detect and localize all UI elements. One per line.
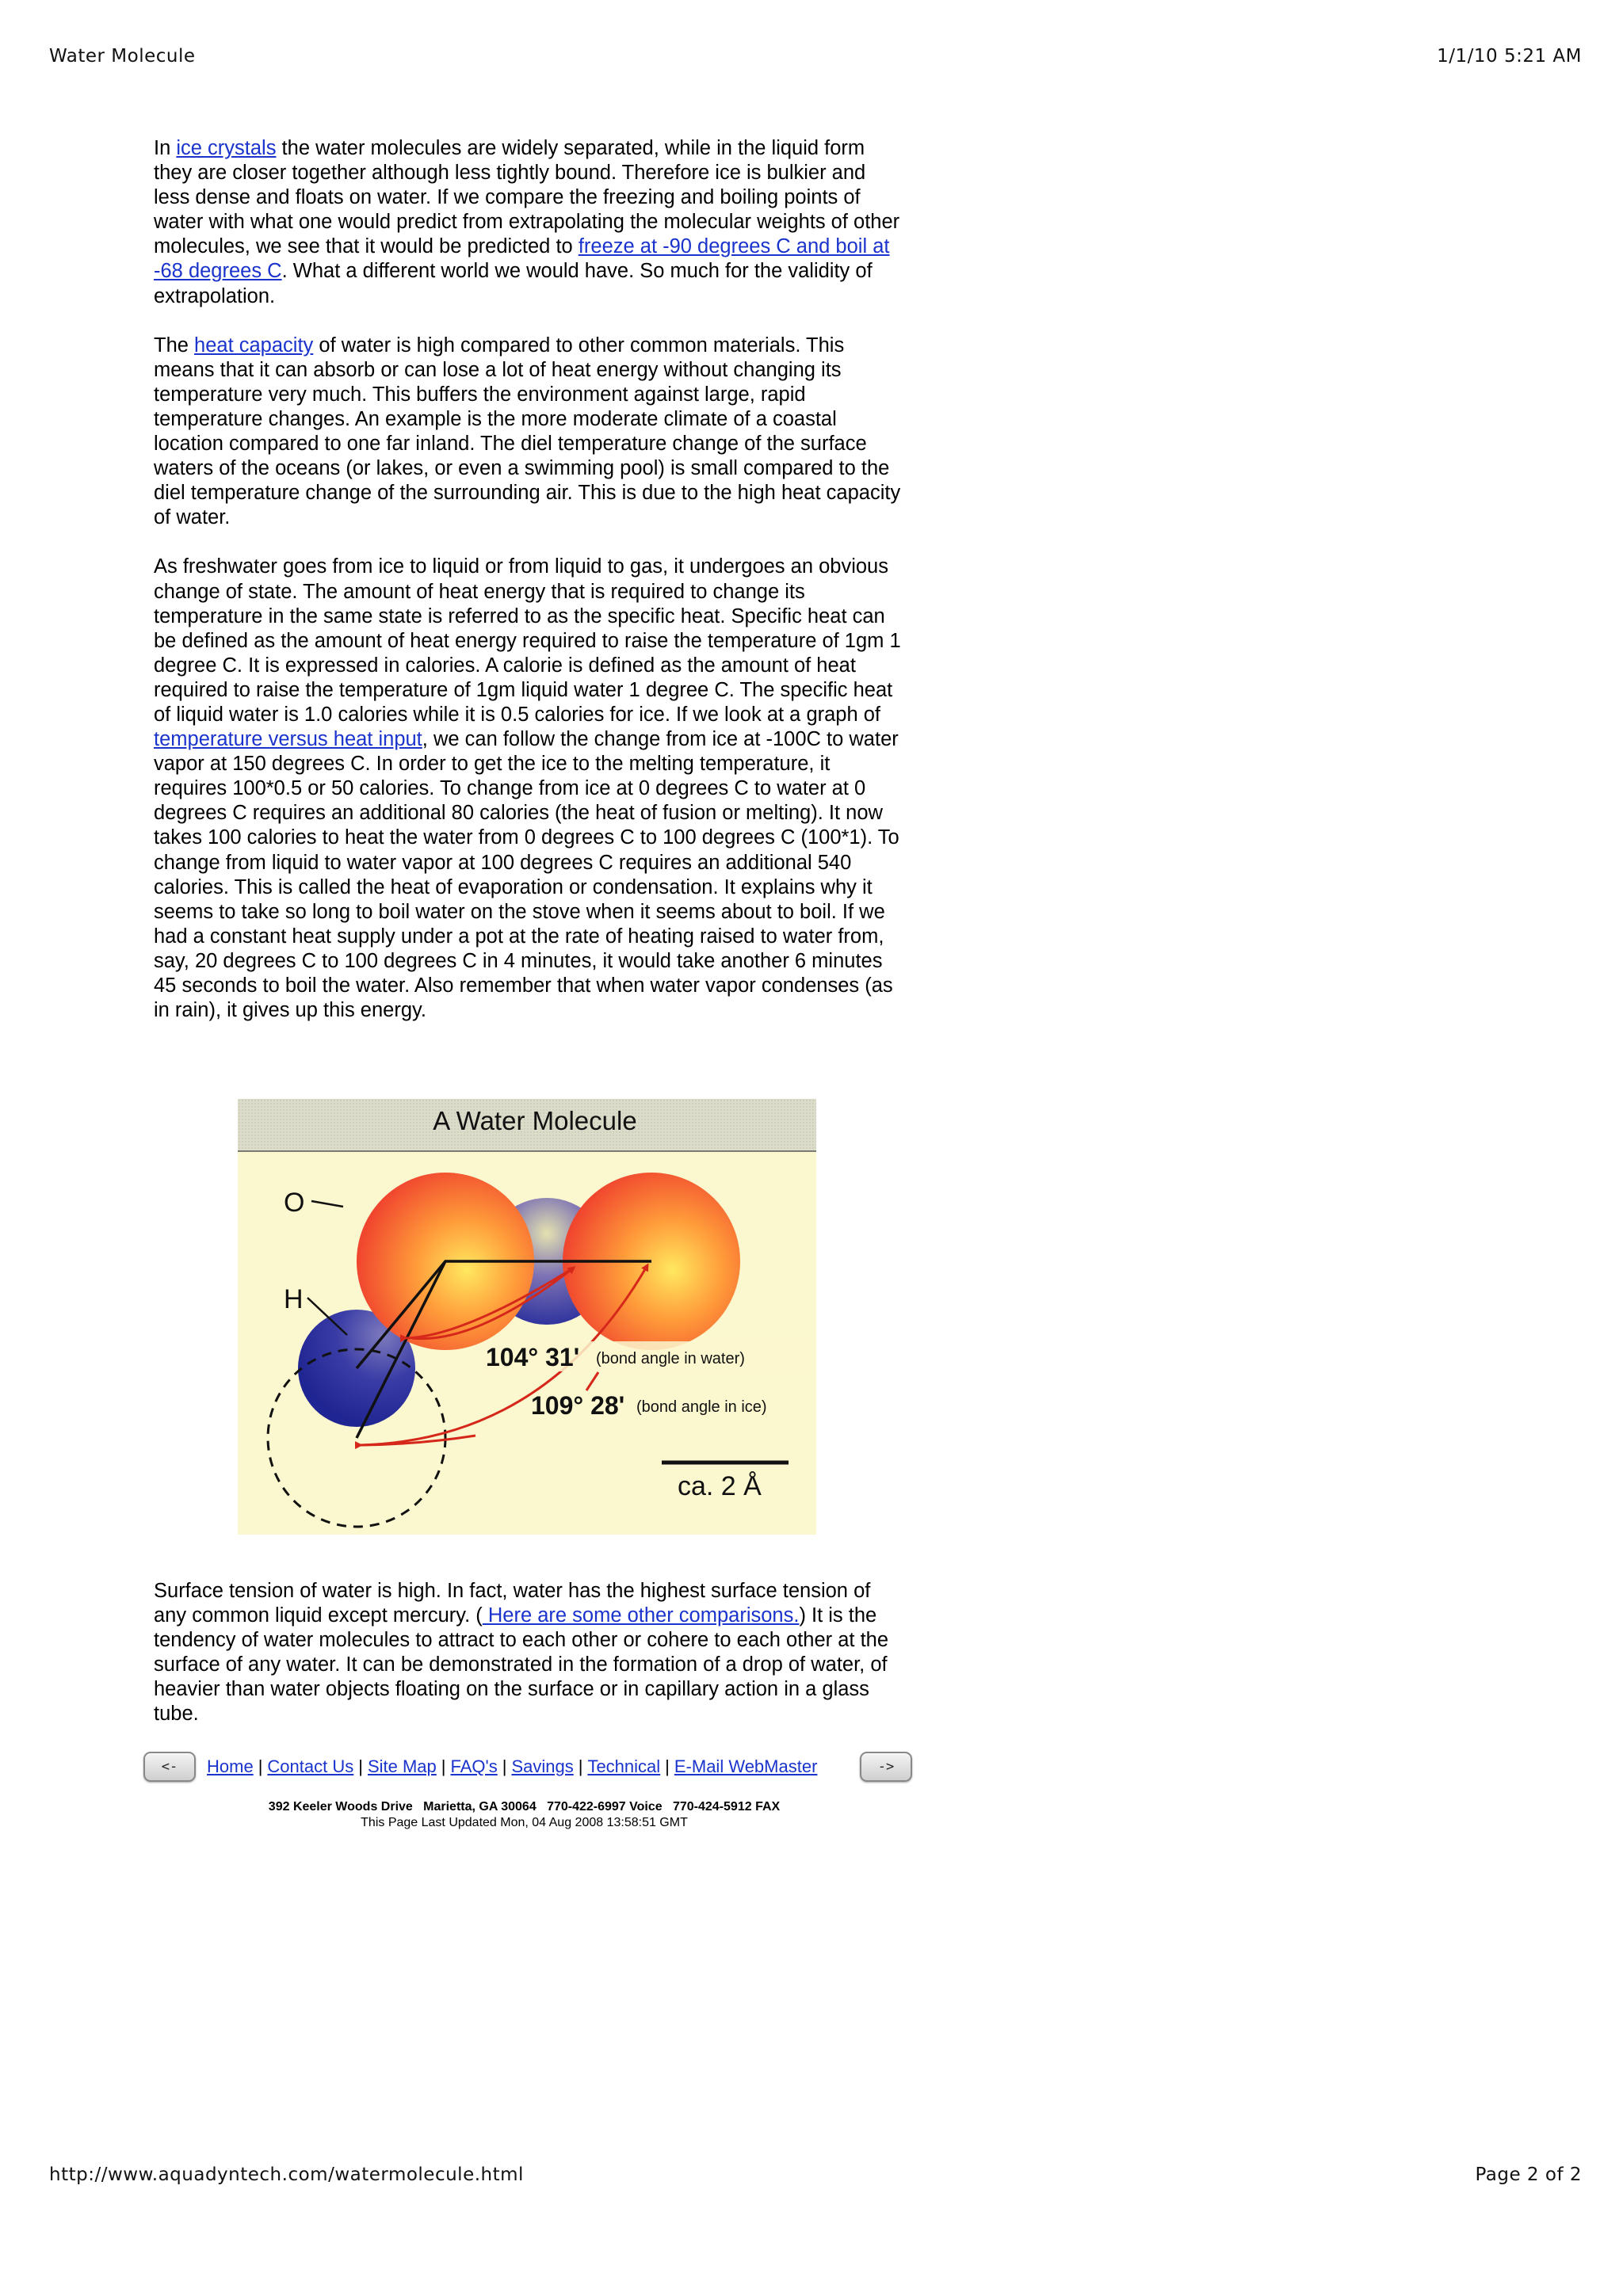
- text: In: [154, 137, 177, 159]
- angle-ice-note: (bond angle in ice): [636, 1398, 767, 1416]
- footer-nav: [143, 1751, 912, 1783]
- print-header-datetime: 1/1/10 5:21 AM: [1437, 46, 1582, 67]
- nav-separator: |: [502, 1756, 507, 1776]
- link-ice-crystals[interactable]: ice crystals: [176, 137, 277, 159]
- scale-label: ca. 2 Å: [678, 1471, 762, 1501]
- text: , we can follow the change from ice at -100C to water vapor at 150 degrees C. In order to get the ice to the melting temperature, it requires 100*0.5 or 50 calories. To change from ice at 0 degrees C to water at 0 degrees C requires an additional 80 calories (the heat of fusion or melting). It now takes 100 calories to heat the water from 0 degrees C to 100 degrees C (100*1). To change from liquid to water vapor at 100 degrees C requires an additional 540 calories. This is called the heat of evaporation or condensation. It explains why it seems to take so long to boil water on the stove when it seems about to boil. If we had a constant heat supply under a pot at the rate of heating raised to water from, say, 20 degrees C to 100 degrees C in 4 minutes, it would take another 6 minutes 45 seconds to boil the water. Also remember that when water vapor condenses (as in rain), it gives up this energy.: [154, 728, 899, 1022]
- text: of water is high compared to other common materials. This means that it can absorb or can lose a lot of heat energy without changing its temperature very much. This buffers the environment against large, rapid temperature changes. An example is the more moderate climate of a coastal location compared to one far inland. The diel temperature change of the surface waters of the oceans (or lakes, or even a swimming pool) is small compared to the diel temperature change of the surrounding air. This is due to the high heat capacity of water.: [154, 334, 901, 529]
- nav-link-savings[interactable]: Savings: [511, 1756, 574, 1776]
- figure-title: A Water Molecule: [433, 1106, 637, 1135]
- text: ) It is the tendency of water molecules to attract to each other or cohere to each other at the surface of any water. It can be demonstrated in the formation of a drop of water, of heavier than water objects floating on the surface or in capillary action in a glass tube.: [154, 1604, 889, 1726]
- nav-link-site-map[interactable]: Site Map: [367, 1756, 437, 1776]
- water-molecule-figure: [238, 1099, 816, 1535]
- nav-link-faqs[interactable]: FAQ's: [450, 1756, 498, 1776]
- paragraph-surface-tension: [154, 1579, 907, 1727]
- text: The: [154, 334, 195, 357]
- paragraph-ice: [154, 136, 907, 309]
- text: As freshwater goes from ice to liquid or from liquid to gas, it undergoes an obvious change of state. The amount of heat energy that is required to change its temperature in the same state is referred to as the specific heat. Specific heat can be defined as the amount of heat energy required to raise the temperature of 1gm 1 degree C. It is expressed in calories. A calorie is defined as the amount of heat required to raise the temperature of 1gm liquid water 1 degree C. The specific heat of liquid water is 1.0 calories while it is 0.5 calories for ice. If we look at a graph of: [154, 555, 901, 726]
- nav-separator: |: [578, 1756, 583, 1776]
- water-molecule-diagram: [238, 1099, 816, 1535]
- nav-separator: |: [258, 1756, 263, 1776]
- print-footer-url: http://www.aquadyntech.com/watermolecule.html: [49, 2164, 524, 2185]
- nav-link-email-webmaster[interactable]: E-Mail WebMaster: [674, 1756, 818, 1776]
- nav-separator: |: [665, 1756, 670, 1776]
- nav-link-home[interactable]: Home: [207, 1756, 254, 1776]
- print-footer-page: Page 2 of 2: [1475, 2164, 1582, 2185]
- label-hydrogen: H: [284, 1284, 304, 1314]
- text: . What a different world we would have. So much for the validity of extrapolation.: [154, 260, 873, 307]
- angle-ice-value: 109° 28': [531, 1391, 625, 1420]
- text: Surface tension of water is high. In fact, water has the highest surface tension of any common liquid except mercury. (: [154, 1580, 871, 1627]
- prev-page-button[interactable]: <-: [143, 1752, 196, 1782]
- angle-water-value: 104° 31': [486, 1343, 580, 1371]
- paragraph-heat-capacity: [154, 334, 907, 531]
- article-body: [154, 136, 907, 1047]
- label-oxygen: O: [284, 1188, 305, 1218]
- nav-links: [207, 1756, 860, 1777]
- nav-link-technical[interactable]: Technical: [587, 1756, 661, 1776]
- link-freeze-boil[interactable]: freeze at -90 degrees C and boil at -68 degrees C: [154, 235, 890, 283]
- link-temperature-vs-heat[interactable]: temperature versus heat input: [154, 728, 422, 751]
- footer-address: 392 Keeler Woods Drive Marietta, GA 30064 770-422-6997 Voice 770-424-5912 FAX: [268, 1800, 781, 1814]
- next-page-button[interactable]: ->: [860, 1752, 912, 1782]
- paragraph-specific-heat: [154, 555, 907, 1023]
- nav-separator: |: [441, 1756, 446, 1776]
- nav-link-contact-us[interactable]: Contact Us: [267, 1756, 354, 1776]
- angle-water-note: (bond angle in water): [596, 1350, 745, 1367]
- text: the water molecules are widely separated, while in the liquid form they are closer together although less tightly bound. Therefore ice is bulkier and less dense and floats on water. If we compare the freezing and boiling points of water with what one would predict from extrapolating the molecular weights of other molecules, we see that it would be predicted to: [154, 137, 900, 258]
- footer-last-updated: This Page Last Updated Mon, 04 Aug 2008 13:58:51 GMT: [361, 1816, 688, 1829]
- nav-separator: |: [358, 1756, 363, 1776]
- link-comparisons[interactable]: Here are some other comparisons.: [482, 1604, 800, 1627]
- print-header-title: Water Molecule: [49, 46, 196, 67]
- link-heat-capacity[interactable]: heat capacity: [194, 334, 314, 357]
